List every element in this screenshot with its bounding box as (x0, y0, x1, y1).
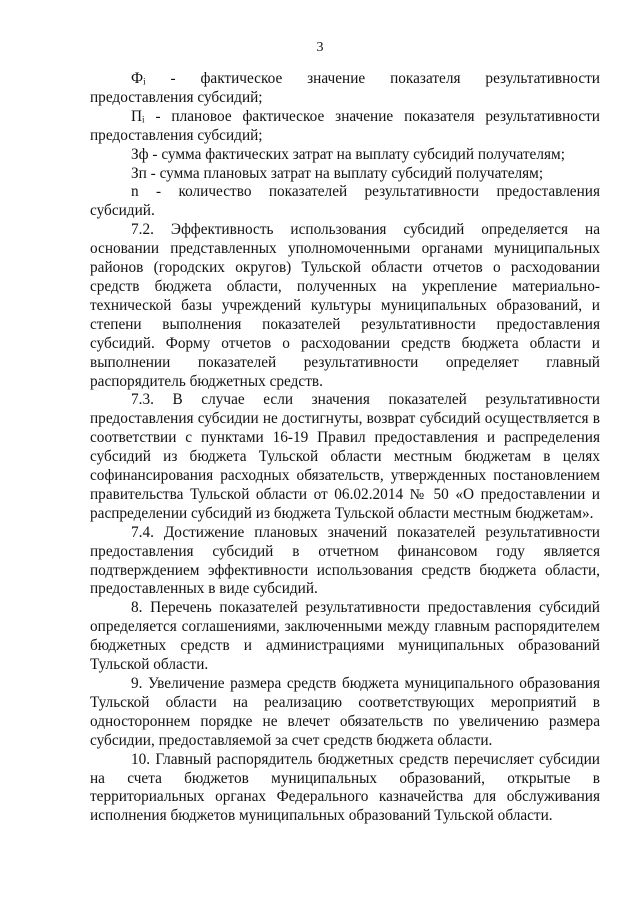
document-body (90, 70, 600, 826)
variable-definition-fi: Фᵢ - фактическое значение показателя результативности предоставления субсидий; (90, 70, 600, 106)
variable-definition-pi: Пᵢ - плановое фактическое значение показателя результативности предоставления субсидий; (90, 107, 600, 144)
variable-definition-zf: Зф - сумма фактических затрат на выплату субсидий получателям; (131, 145, 565, 163)
paragraph-8: 8. Перечень показателей результативности предоставления субсидий определяется соглашениями, заключенными между главным распорядителем бюджетных средств и администрациями муниципальных образований Тульской области. (90, 599, 600, 674)
variable-definition-n: n - количество показателей результативности предоставления субсидий. (90, 183, 600, 220)
paragraph-7-4: 7.4. Достижение плановых значений показателей результативности предоставления субсидий в отчетном финансовом году является подтверждением эффективности использования средств бюджета области, предоставленных в виде субсидий. (90, 523, 600, 598)
page-number: 3 (316, 40, 324, 55)
variable-definition-zp: Зп - сумма плановых затрат на выплату субсидий получателям; (131, 164, 544, 182)
paragraph-7-2: 7.2. Эффективность использования субсидий определяется на основании представленных уполномоченными органами муниципальных районов (городских округов) Тульской области отчетов о расходовании средств бюджета области, полученных на укрепление материально-технической базы учреждений культуры муниципальных образований, и степени выполнения показателей результативности предоставления субсидий. Форму отчетов о расходовании средств бюджета области и выполнении показателей результативности определяет главный распорядитель бюджетных средств. (90, 221, 600, 390)
paragraph-7-3: 7.3. В случае если значения показателей результативности предоставления субсидии не достигнуты, возврат субсидий осуществляется в соответствии с пунктами 16-19 Правил предоставления и распределения субсидий из бюджета Тульской области местным бюджетам в целях софинансирования расходных обязательств, утвержденных постановлением правительства Тульской области от 06.02.2014 № 50 «О предоставлении и распределении субсидий из бюджета Тульской области местным бюджетам». (90, 391, 600, 522)
paragraph-10: 10. Главный распорядитель бюджетных средств перечисляет субсидии на счета бюджетов муниципальных образований, открытые в территориальных органах Федерального казначейства для обслуживания исполнения бюджетов муниципальных образований Тульской области. (90, 750, 600, 825)
paragraph-9: 9. Увеличение размера средств бюджета муниципального образования Тульской области на реализацию соответствующих мероприятий в одностороннем порядке не влечет обязательств по увеличению размера субсидии, предоставляемой за счет средств бюджета области. (90, 675, 600, 749)
